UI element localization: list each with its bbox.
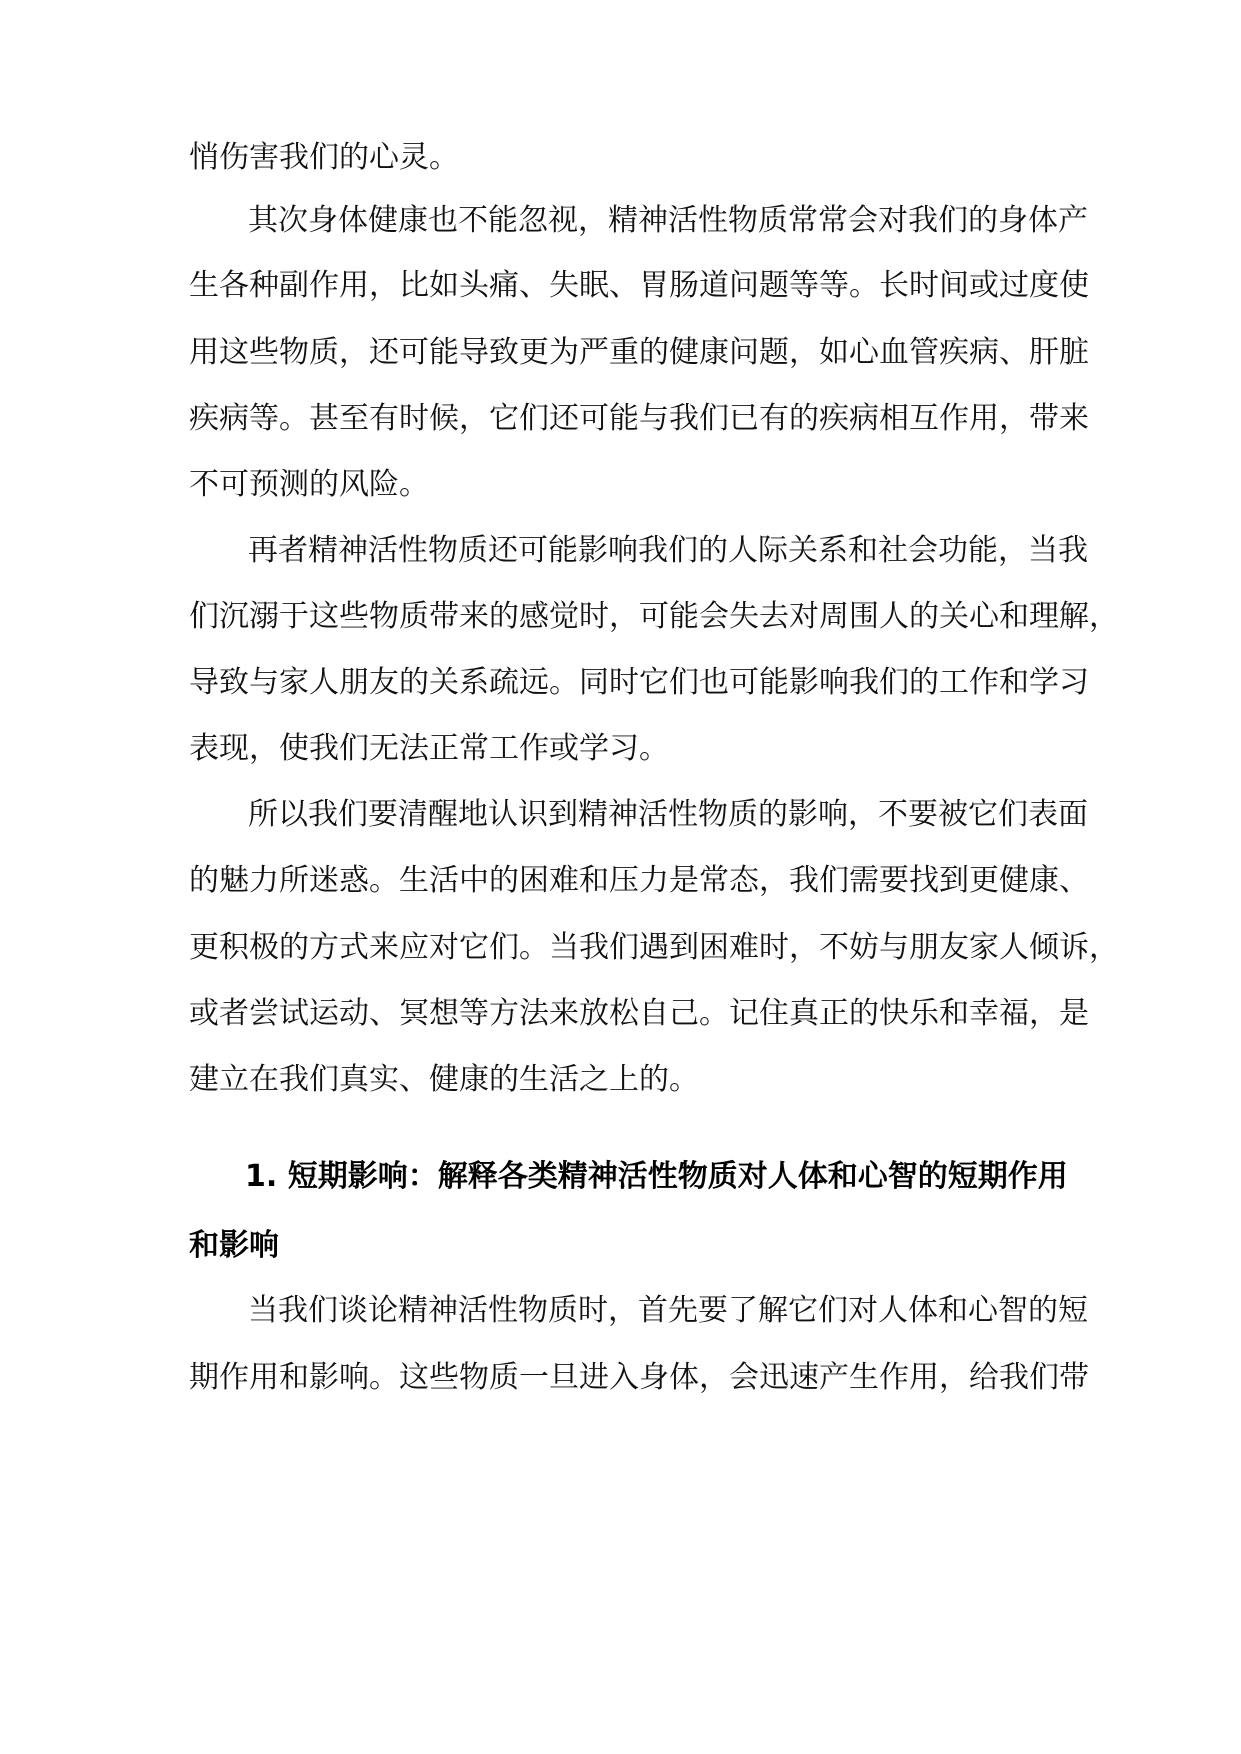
text-line: 期作用和影响。这些物质一旦进入身体，会迅速产生作用，给我们带 (189, 1360, 1089, 1395)
text-line: 建立在我们真实、健康的生活之上的。 (189, 1062, 699, 1097)
text-line: 的魅力所迷惑。生活中的困难和压力是常态，我们需要找到更健康、 (189, 863, 1089, 898)
text-line: 再者精神活性物质还可能影响我们的人际关系和社会功能，当我 (248, 533, 1088, 568)
text-line: 当我们谈论精神活性物质时，首先要了解它们对人体和心智的短 (248, 1293, 1088, 1328)
text-line: 导致与家人朋友的关系疏远。同时它们也可能影响我们的工作和学习 (189, 665, 1089, 700)
text-line: 悄伤害我们的心灵。 (189, 140, 459, 175)
text-line: 所以我们要清醒地认识到精神活性物质的影响，不要被它们表面 (248, 797, 1088, 832)
text-line: 生各种副作用，比如头痛、失眠、胃肠道问题等等。长时间或过度使 (189, 268, 1089, 303)
text-line: 用这些物质，还可能导致更为严重的健康问题，如心血管疾病、肝脏 (189, 335, 1089, 370)
section-heading: 和影响 (189, 1228, 279, 1263)
text-line: 其次身体健康也不能忽视，精神活性物质常常会对我们的身体产 (248, 203, 1088, 238)
text-line: 表现，使我们无法正常工作或学习。 (189, 731, 669, 766)
text-line: 疾病等。甚至有时候，它们还可能与我们已有的疾病相互作用，带来 (189, 401, 1089, 436)
text-line: 不可预测的风险。 (189, 467, 429, 502)
text-line: 们沉溺于这些物质带来的感觉时，可能会失去对周围人的关心和理解， (189, 599, 1119, 634)
section-heading: 1. 短期影响：解释各类精神活性物质对人体和心智的短期作用 (245, 1159, 1068, 1194)
text-line: 更积极的方式来应对它们。当我们遇到困难时，不妨与朋友家人倾诉， (189, 930, 1119, 965)
text-line: 或者尝试运动、冥想等方法来放松自己。记住真正的快乐和幸福，是 (189, 996, 1089, 1031)
